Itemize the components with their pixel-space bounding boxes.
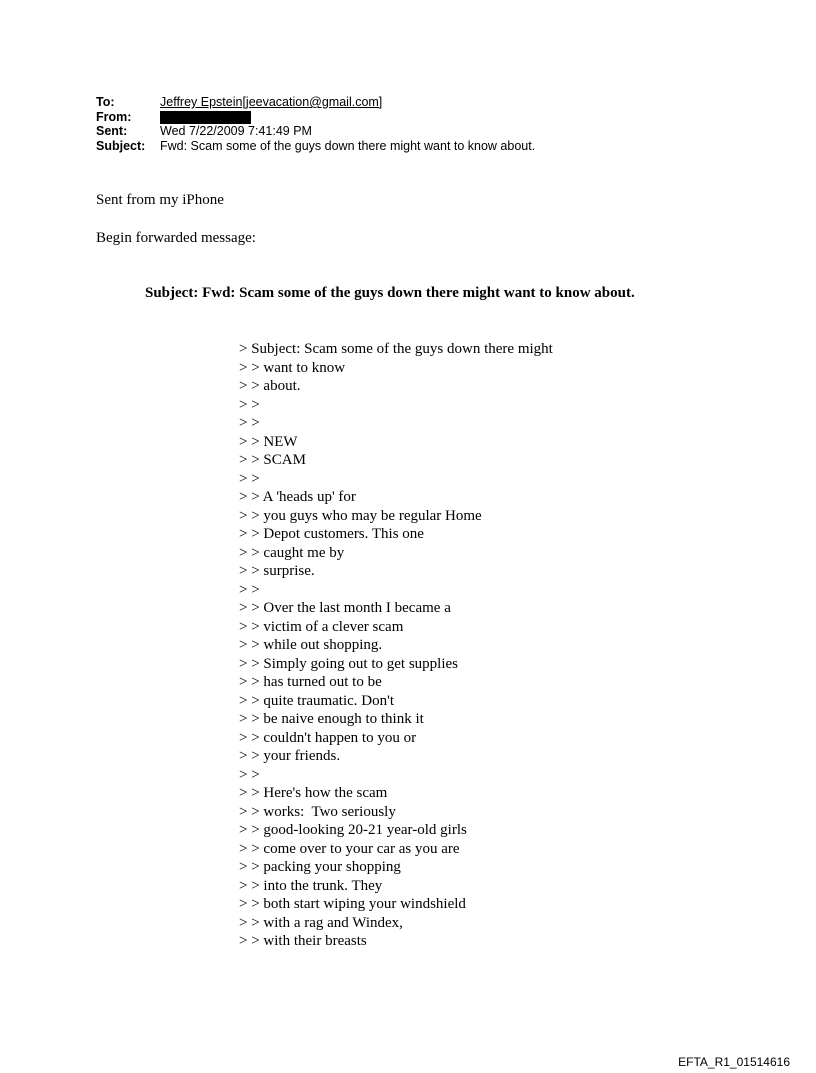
quoted-line: > > (239, 766, 260, 783)
from-row (96, 110, 535, 125)
quoted-line: > > NEW (239, 433, 298, 450)
quoted-line: > > (239, 415, 260, 431)
quoted-line: > > be naive enough to think it (239, 711, 424, 727)
sent-label: Sent: (96, 124, 128, 138)
subject-label: Subject: (96, 138, 146, 153)
quoted-line: > > want to know (239, 359, 346, 376)
quoted-line: > > works: Two seriously (239, 803, 396, 820)
quoted-line: > > (239, 396, 260, 413)
quoted-line: > > with their breasts (239, 933, 367, 949)
begin-forwarded-line: Begin forwarded message: (96, 230, 256, 246)
quoted-line: > > with a rag and Windex, (239, 914, 403, 931)
quoted-line: > > Over the last month I became a (239, 600, 451, 616)
quoted-line: > > (239, 581, 260, 598)
sent-value: Wed 7/22/2009 7:41:49 PM (160, 124, 312, 138)
quoted-line: > > has turned out to be (239, 674, 382, 690)
quoted-line: > > you guys who may be regular Home (239, 507, 482, 524)
quoted-line: > > packing your shopping (239, 859, 401, 875)
quoted-line: > > both start wiping your windshield (239, 896, 466, 912)
to-row (96, 95, 535, 110)
quoted-line: > Subject: Scam some of the guys down there might (239, 341, 553, 357)
from-label: From: (96, 109, 132, 124)
quoted-line: > > come over to your car as you are (239, 840, 460, 857)
quoted-message (239, 340, 553, 951)
quoted-line: > > about. (239, 378, 301, 394)
quoted-line: > > Here's how the scam (239, 785, 388, 801)
quoted-line: > > caught me by (239, 544, 345, 561)
quoted-line: > > victim of a clever scam (239, 618, 404, 635)
email-header (96, 95, 535, 153)
redaction-block (160, 111, 251, 124)
quoted-line: > > your friends. (239, 748, 341, 764)
quoted-line: > > into the trunk. They (239, 877, 383, 894)
quoted-line: > > couldn't happen to you or (239, 729, 417, 746)
sent-from-line: Sent from my iPhone (96, 192, 224, 208)
subject-value: Fwd: Scam some of the guys down there might want to know about. (160, 138, 536, 153)
quoted-line: > > Depot customers. This one (239, 526, 424, 542)
document-id: EFTA_R1_01514616 (678, 1055, 790, 1069)
quoted-line: > > Simply going out to get supplies (239, 655, 459, 672)
subject-row (96, 139, 535, 154)
quoted-line: > > quite traumatic. Don't (239, 692, 395, 709)
quoted-line: > > A 'heads up' for (239, 489, 356, 505)
quoted-line: > > (239, 470, 260, 487)
quoted-line: > > SCAM (239, 452, 306, 468)
quoted-line: > > while out shopping. (239, 637, 383, 653)
quoted-line: > > good-looking 20-21 year-old girls (239, 822, 467, 838)
forwarded-subject: Subject: Fwd: Scam some of the guys down there might want to know about. (145, 285, 635, 301)
sent-row (96, 124, 535, 139)
to-label: To: (96, 95, 115, 109)
quoted-line: > > surprise. (239, 563, 315, 579)
to-value: Jeffrey Epstein[jeevacation@gmail.com] (160, 95, 383, 109)
